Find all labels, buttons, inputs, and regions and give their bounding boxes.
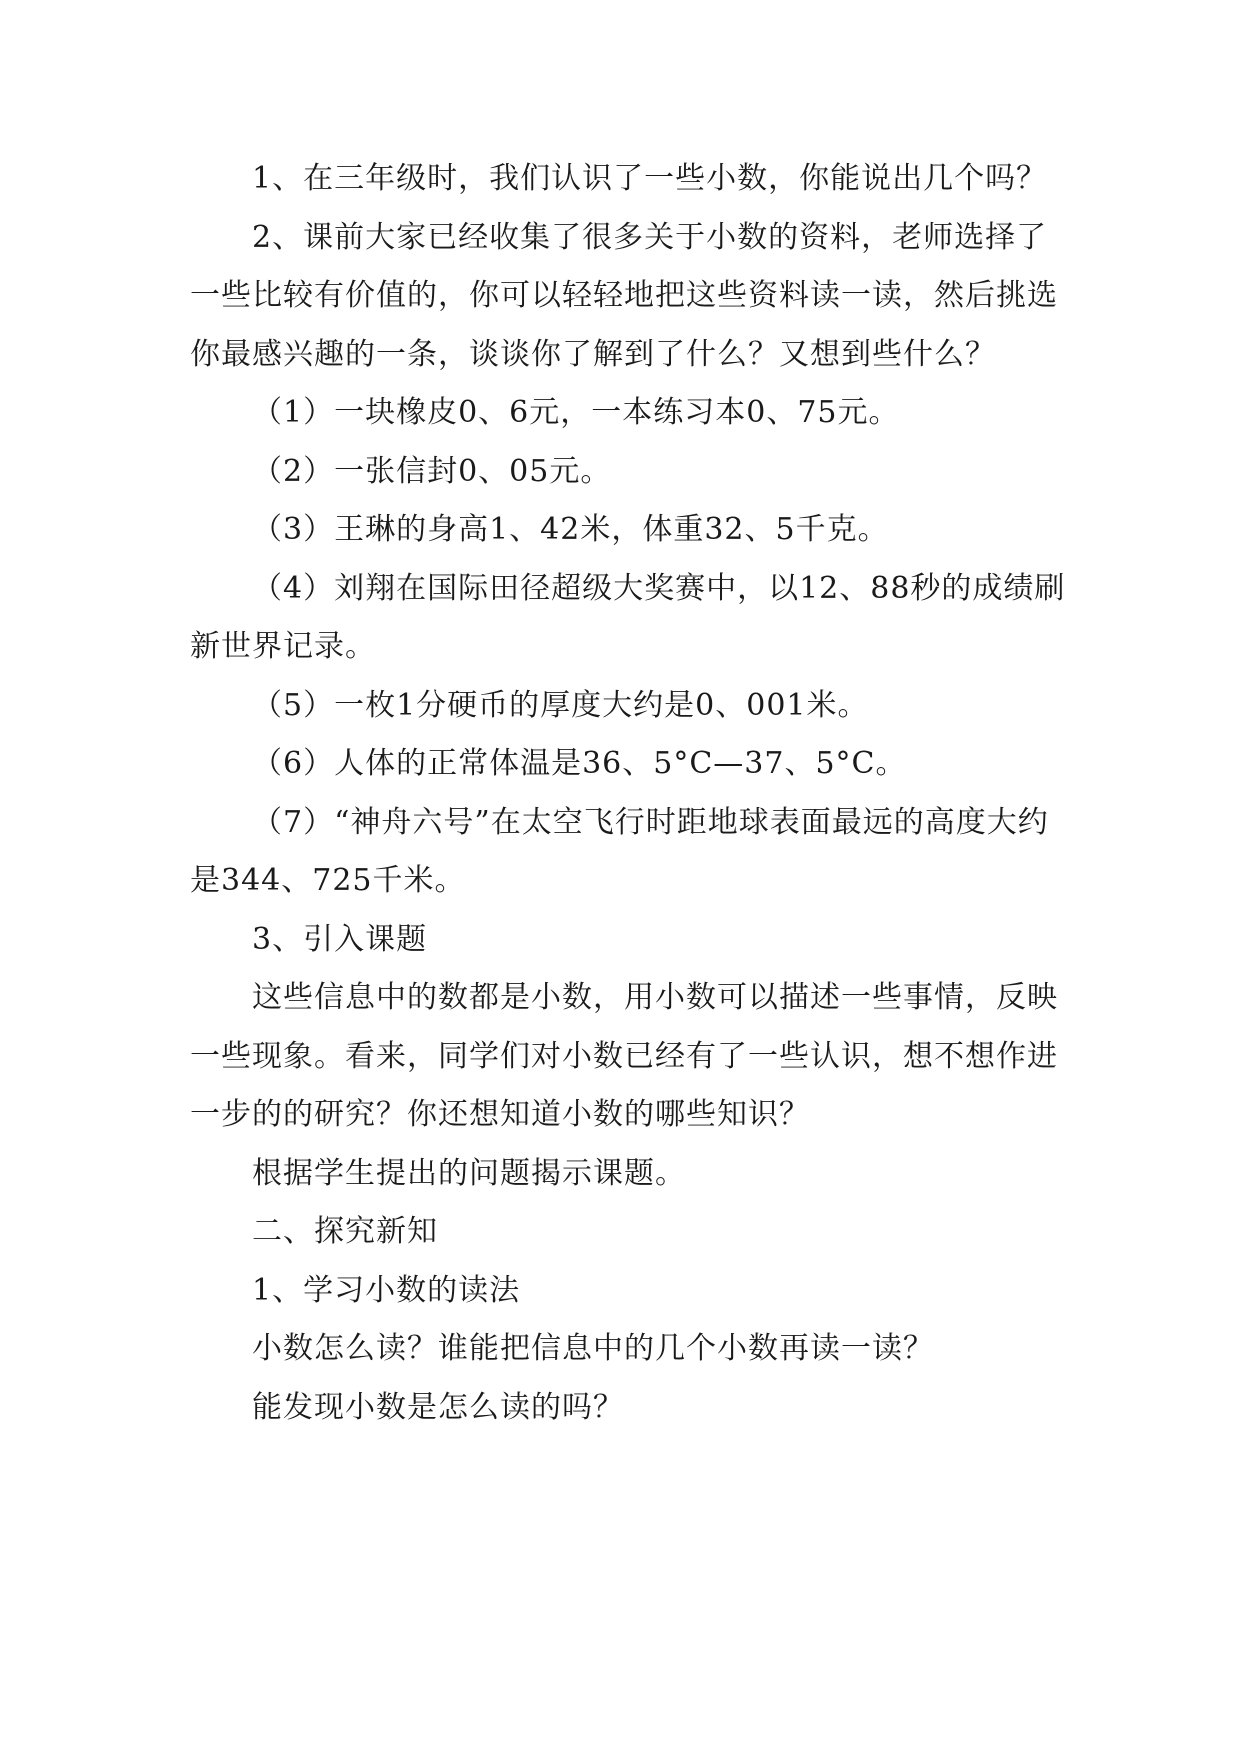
document-page xyxy=(190,150,1070,1437)
list-item-3: （3）王琳的身高1、42米，体重32、5千克。 xyxy=(252,512,889,547)
paragraph-summary: 这些信息中的数都是小数，用小数可以描述一些事情，反映一些现象。看来，同学们对小数已经有了一些认识，想不想作进一步的的研究？你还想知道小数的哪些知识？ xyxy=(190,980,1058,1132)
paragraph-question-1: 1、在三年级时，我们认识了一些小数，你能说出几个吗？ xyxy=(252,161,1048,196)
paragraph-how-to-read: 小数怎么读？谁能把信息中的几个小数再读一读？ xyxy=(252,1331,934,1366)
list-item-2: （2）一张信封0、05元。 xyxy=(252,453,612,489)
subsection-heading-reading: 1、学习小数的读法 xyxy=(252,1272,521,1308)
list-item-6: （6）人体的正常体温是36、5°C—37、5°C。 xyxy=(252,746,907,781)
paragraph-question-2: 2、课前大家已经收集了很多关于小数的资料，老师选择了一些比较有价值的，你可以轻轻地把这些资料读一读，然后挑选你最感兴趣的一条，谈谈你了解到了什么？又想到些什么？ xyxy=(190,219,1058,372)
paragraph-discover: 能发现小数是怎么读的吗？ xyxy=(252,1389,624,1425)
list-item-5: （5）一枚1分硬币的厚度大约是0、001米。 xyxy=(252,687,869,723)
list-item-7: （7）“神舟六号”在太空飞行时距地球表面最远的高度大约是344、725千米。 xyxy=(190,804,1049,898)
section-heading-explore: 二、探究新知 xyxy=(252,1214,438,1249)
list-item-1: （1）一块橡皮0、6元，一本练习本0、75元。 xyxy=(252,395,900,430)
section-heading-intro: 3、引入课题 xyxy=(252,921,428,957)
paragraph-reveal-topic: 根据学生提出的问题揭示课题。 xyxy=(252,1155,686,1191)
list-item-4: （4）刘翔在国际田径超级大奖赛中，以12、88秒的成绩刷新世界记录。 xyxy=(190,570,1066,664)
